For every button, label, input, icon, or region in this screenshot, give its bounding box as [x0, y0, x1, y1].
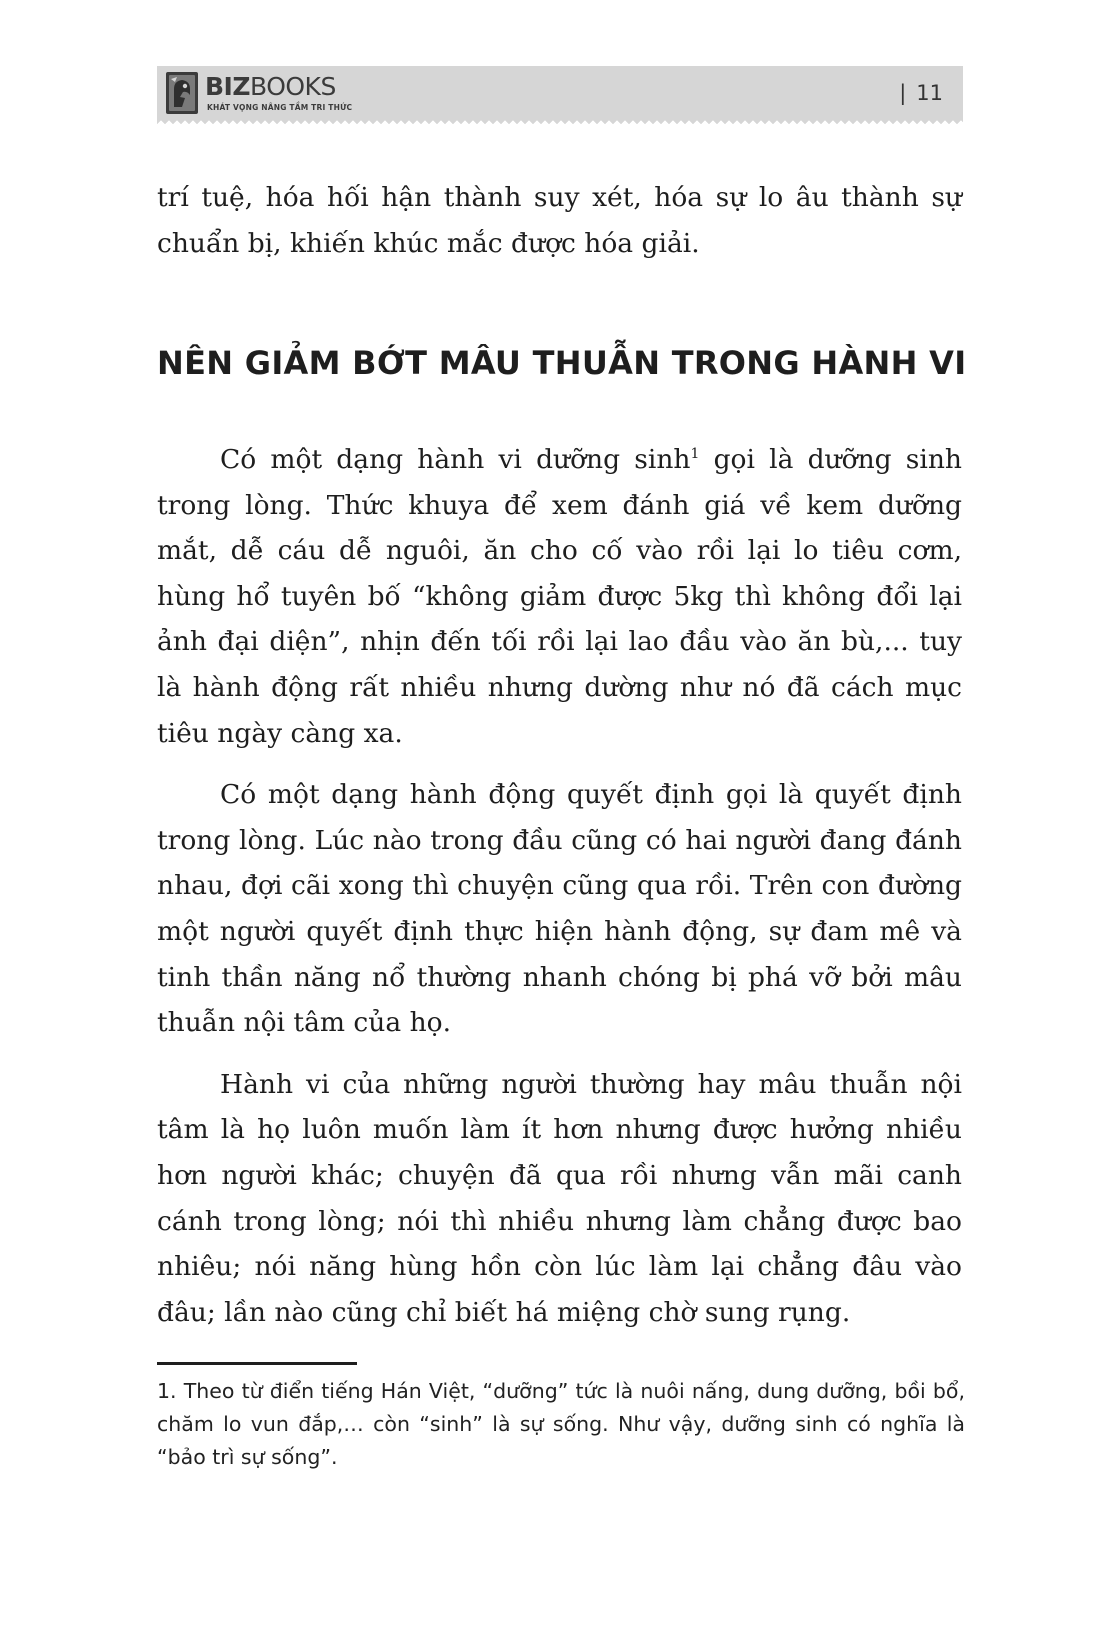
footnote: 1. Theo từ điển tiếng Hán Việt, “dưỡng” tức là nuôi nấng, dung dưỡng, bồi bổ, chăm lo vun đắp,… còn “sinh” là sự sống. Như vậy, dưỡng sinh có nghĩa là “bảo trì sự sống”. [157, 1379, 965, 1469]
footnote-reference[interactable]: 1 [690, 446, 700, 462]
page-number: | 11 [899, 81, 943, 105]
logo-tagline: KHÁT VỌNG NÂNG TẦM TRI THỨC [207, 103, 353, 112]
body-paragraph-1: Có một dạng hành vi dưỡng $\sinh^1$ gọi là dưỡng sinh trong lòng. Thức khuya để xem đánh giá về kem dưỡng mắt, dễ cáu dễ nguôi, ăn cho cố vào rồi lại lo tiêu cơm, hùng hổ tuyên bố “không giảm được 5kg thì không đổi lại ảnh đại diện”, nhịn đến tối rồi lại lao đầu vào ăn bù,... tuy là hành động rất nhiều nhưng dường như nó đã cách mục tiêu ngày càng xa. [157, 444, 962, 749]
section-body [157, 437, 962, 1351]
section-heading: NÊN GIẢM BỚT MÂU THUẪN TRONG HÀNH VI [157, 344, 967, 382]
intro-text: trí tuệ, hóa hối hận thành suy xét, hóa sự lo âu thành sự chuẩn bị, khiến khúc mắc được hóa giải. [157, 182, 962, 259]
bizbooks-logo-icon [165, 71, 199, 115]
logo-wordmark: BIZBOOKS [205, 72, 336, 101]
intro-paragraph [157, 175, 962, 266]
body-paragraph-2: Có một dạng hành động quyết định gọi là quyết định trong lòng. Lúc nào trong đầu cũng có hai người đang đánh nhau, đợi cãi xong thì chuyện cũng qua rồi. Trên con đường một người quyết định thực hiện hành động, sự đam mê và tinh thần năng nổ thường nhanh chóng bị phá vỡ bởi mâu thuẫn nội tâm của họ. [157, 779, 962, 1039]
footnote-divider [157, 1362, 357, 1365]
body-paragraph-3: Hành vi của những người thường hay mâu thuẫn nội tâm là họ luôn muốn làm ít hơn nhưng được hưởng nhiều hơn người khác; chuyện đã qua rồi nhưng vẫn mãi canh cánh trong lòng; nói thì nhiều nhưng làm chẳng được bao nhiêu; nói năng hùng hồn còn lúc làm lại chẳng đâu vào đâu; lần nào cũng chỉ biết há miệng chờ sung rụng. [157, 1068, 962, 1328]
page-header [157, 66, 963, 120]
